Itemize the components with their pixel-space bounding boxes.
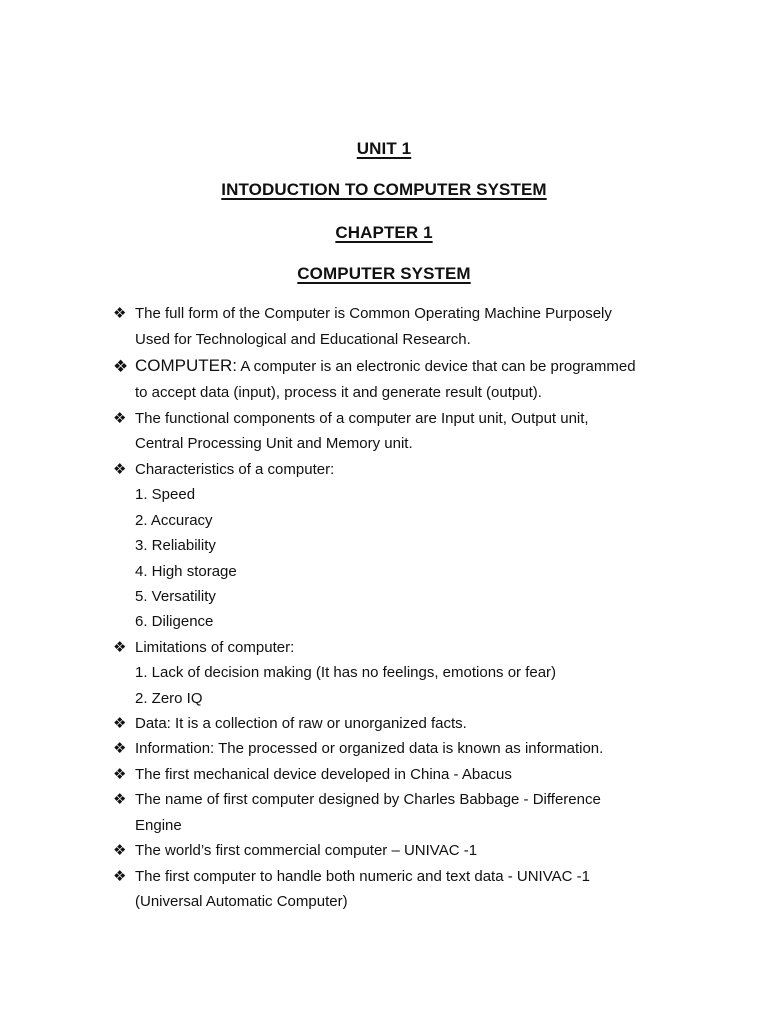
limitation-item: 1. Lack of decision making (It has no feelings, emotions or fear) xyxy=(135,664,557,681)
chapter-heading: CHAPTER 1 xyxy=(335,223,433,242)
bullet-diamond-icon: ❖ xyxy=(113,410,127,427)
computer-definition-line-2: to accept data (input), process it and generate result (output). xyxy=(135,384,542,401)
unit-heading: UNIT 1 xyxy=(356,139,412,158)
bullet-diamond-icon: ❖ xyxy=(113,740,127,757)
limitations-title: Limitations of computer: xyxy=(135,639,295,656)
bullet-diamond-icon: ❖ xyxy=(113,639,127,656)
section-heading: COMPUTER SYSTEM xyxy=(297,264,471,283)
intro-heading: INTODUCTION TO COMPUTER SYSTEM xyxy=(221,180,547,199)
bullet-diamond-icon: ❖ xyxy=(113,842,127,859)
full-form-line-1: The full form of the Computer is Common Operating Machine Purposely xyxy=(135,305,612,322)
univac-numeric-line-1: The first computer to handle both numeric and text data - UNIVAC -1 xyxy=(135,868,590,885)
univac-commercial-line: The world’s first commercial computer – UNIVAC -1 xyxy=(135,842,478,859)
functional-line-2: Central Processing Unit and Memory unit. xyxy=(135,435,413,452)
bullet-diamond-icon: ❖ xyxy=(113,357,129,376)
bullet-diamond-icon: ❖ xyxy=(113,461,127,478)
computer-definition-text: A computer is an electronic device that can be programmed xyxy=(237,358,636,375)
babbage-line-2: Engine xyxy=(135,817,182,834)
limitation-item: 2. Zero IQ xyxy=(135,690,203,707)
full-form-line-2: Used for Technological and Educational Research. xyxy=(135,331,471,348)
characteristic-item: 1. Speed xyxy=(135,486,196,503)
bullet-diamond-icon: ❖ xyxy=(113,715,127,732)
bullet-diamond-icon: ❖ xyxy=(113,766,127,783)
characteristics-title: Characteristics of a computer: xyxy=(135,461,335,478)
characteristic-item: 5. Versatility xyxy=(135,588,216,605)
univac-numeric-line-2: (Universal Automatic Computer) xyxy=(135,893,348,910)
computer-term: COMPUTER: xyxy=(135,356,237,375)
bullet-diamond-icon: ❖ xyxy=(113,791,127,808)
data-definition: Data: It is a collection of raw or unorganized facts. xyxy=(135,715,467,732)
bullet-diamond-icon: ❖ xyxy=(113,305,127,322)
babbage-line-1: The name of first computer designed by Charles Babbage - Difference xyxy=(135,791,601,808)
characteristic-item: 2. Accuracy xyxy=(135,512,213,529)
information-definition: Information: The processed or organized data is known as information. xyxy=(135,740,604,757)
computer-definition-line-1 xyxy=(135,357,636,376)
characteristic-item: 6. Diligence xyxy=(135,613,214,630)
abacus-line: The first mechanical device developed in China - Abacus xyxy=(135,766,512,783)
functional-line-1: The functional components of a computer are Input unit, Output unit, xyxy=(135,410,589,427)
bullet-diamond-icon: ❖ xyxy=(113,868,127,885)
characteristic-item: 4. High storage xyxy=(135,563,237,580)
characteristic-item: 3. Reliability xyxy=(135,537,216,554)
